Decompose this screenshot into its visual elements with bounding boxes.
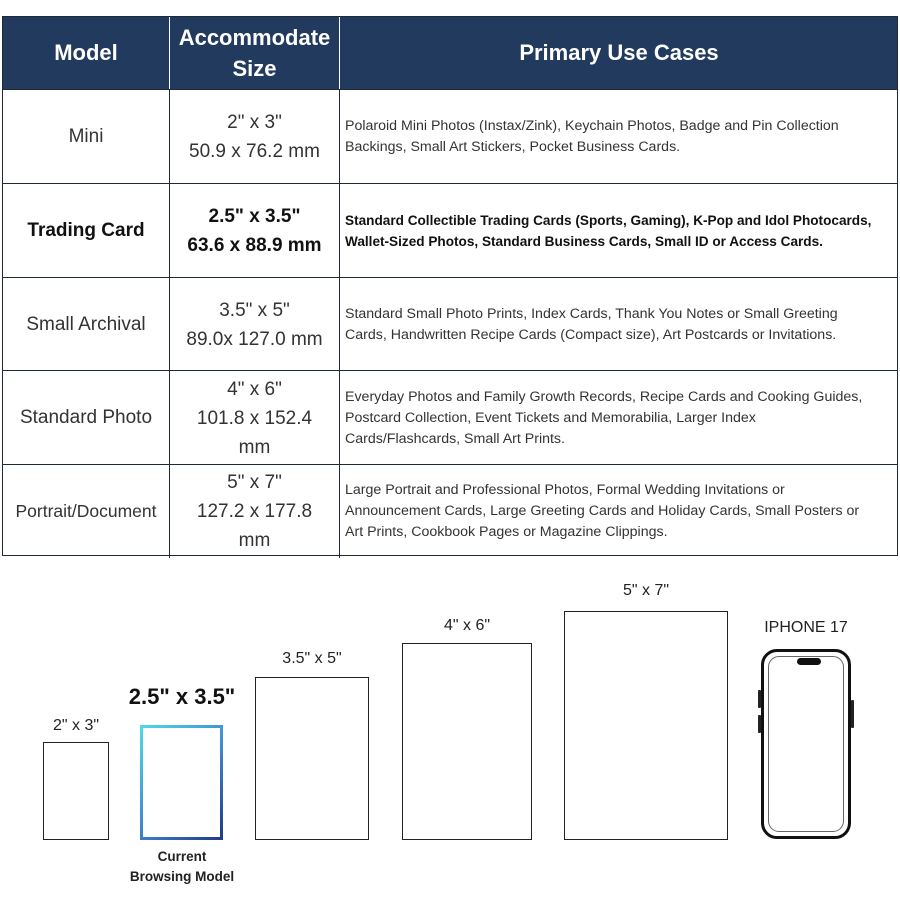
size-table bbox=[2, 16, 898, 556]
current-caption bbox=[112, 847, 252, 887]
uses-line: Everyday Photos and Family Growth Records, Recipe Cards and Cooking Guides, bbox=[345, 388, 863, 405]
table-row bbox=[3, 464, 897, 558]
label-5x7: 5" x 7" bbox=[622, 582, 670, 599]
table-header bbox=[3, 17, 897, 89]
size-inches: 4" x 6" bbox=[227, 378, 282, 400]
current-caption-line2: Browsing Model bbox=[129, 869, 235, 884]
size-mm-unit: mm bbox=[238, 530, 271, 551]
model-name: Small Archival bbox=[26, 313, 146, 335]
model-name: Mini bbox=[68, 126, 104, 147]
card-3.5x5-outline bbox=[255, 677, 369, 840]
uses-line: Large Portrait and Professional Photos, Formal Wedding Invitations or bbox=[345, 482, 785, 498]
table-row bbox=[3, 89, 897, 184]
size-mm: 127.2 x 177.8 bbox=[196, 501, 313, 522]
uses-line: Polaroid Mini Photos (Instax/Zink), Keychain Photos, Badge and Pin Collection bbox=[345, 118, 839, 134]
uses-line: Cards, Handwritten Recipe Cards (Compact size), Art Postcards or Invitations. bbox=[345, 326, 837, 343]
label-4x6: 4" x 6" bbox=[443, 617, 491, 634]
size-inches: 2" x 3" bbox=[227, 112, 282, 133]
uses-cell bbox=[339, 90, 897, 184]
phone-side-button-icon bbox=[758, 690, 761, 708]
uses-line: Standard Collectible Trading Cards (Sports, Gaming), K-Pop and Idol Photocards, bbox=[345, 213, 872, 228]
header-uses: Primary Use Cases bbox=[339, 17, 897, 89]
model-name: Standard Photo bbox=[19, 407, 153, 428]
card-2x3-outline bbox=[43, 742, 109, 840]
label-3.5x5: 3.5" x 5" bbox=[282, 650, 342, 667]
header-size-line1: Accommodate bbox=[178, 25, 331, 50]
uses-line: Postcard Collection, Event Tickets and Memorabilia, Larger Index bbox=[345, 409, 756, 426]
size-mm-unit: mm bbox=[238, 436, 271, 458]
size-mm: 50.9 x 76.2 mm bbox=[189, 141, 320, 162]
header-size bbox=[169, 17, 339, 89]
uses-cell bbox=[339, 278, 897, 371]
phone-side-button-icon bbox=[851, 700, 854, 728]
size-cell bbox=[169, 184, 339, 278]
uses-cell bbox=[339, 371, 897, 465]
phone-icon bbox=[761, 649, 851, 839]
model-name: Trading Card bbox=[27, 220, 145, 241]
size-inches: 5" x 7" bbox=[227, 472, 282, 493]
label-2x3: 2" x 3" bbox=[52, 717, 100, 734]
uses-line: Announcement Cards, Large Greeting Cards and Holiday Cards, Small Posters or bbox=[345, 503, 860, 519]
size-cell bbox=[169, 371, 339, 465]
phone-screen bbox=[768, 656, 844, 832]
uses-line: Backings, Small Art Stickers, Pocket Business Cards. bbox=[345, 139, 681, 155]
header-model: Model bbox=[54, 40, 118, 65]
uses-cell bbox=[339, 184, 897, 278]
label-phone: IPHONE 17 bbox=[764, 619, 848, 636]
size-mm: 63.6 x 88.9 mm bbox=[187, 235, 322, 256]
uses-line: Art Prints, Cookbook Pages or Magazine Clippings. bbox=[345, 524, 668, 540]
table-row bbox=[3, 277, 897, 371]
phone-side-button-icon bbox=[758, 715, 761, 733]
size-inches: 2.5" x 3.5" bbox=[208, 206, 301, 227]
size-inches: 3.5" x 5" bbox=[219, 299, 290, 321]
table-row bbox=[3, 370, 897, 465]
card-5x7-outline bbox=[564, 611, 728, 840]
card-4x6-outline bbox=[402, 643, 532, 840]
uses-line: Cards/Flashcards, Small Art Prints. bbox=[345, 430, 565, 447]
current-caption-line1: Current bbox=[157, 849, 207, 864]
size-mm: 89.0x 127.0 mm bbox=[186, 328, 323, 350]
size-cell bbox=[169, 278, 339, 371]
dynamic-island-icon bbox=[797, 658, 821, 665]
card-current-outline bbox=[140, 725, 223, 840]
size-mm: 101.8 x 152.4 bbox=[196, 407, 313, 429]
header-size-line2: Size bbox=[232, 56, 277, 81]
label-current-size: 2.5" x 3.5" bbox=[128, 684, 236, 709]
uses-cell bbox=[339, 465, 897, 558]
uses-line: Wallet-Sized Photos, Standard Business Cards, Small ID or Access Cards. bbox=[345, 234, 823, 249]
table-row bbox=[3, 183, 897, 278]
size-cell bbox=[169, 90, 339, 184]
uses-line: Standard Small Photo Prints, Index Cards, Thank You Notes or Small Greeting bbox=[345, 305, 838, 322]
model-name: Portrait/Document bbox=[15, 501, 157, 521]
size-cell bbox=[169, 465, 339, 558]
